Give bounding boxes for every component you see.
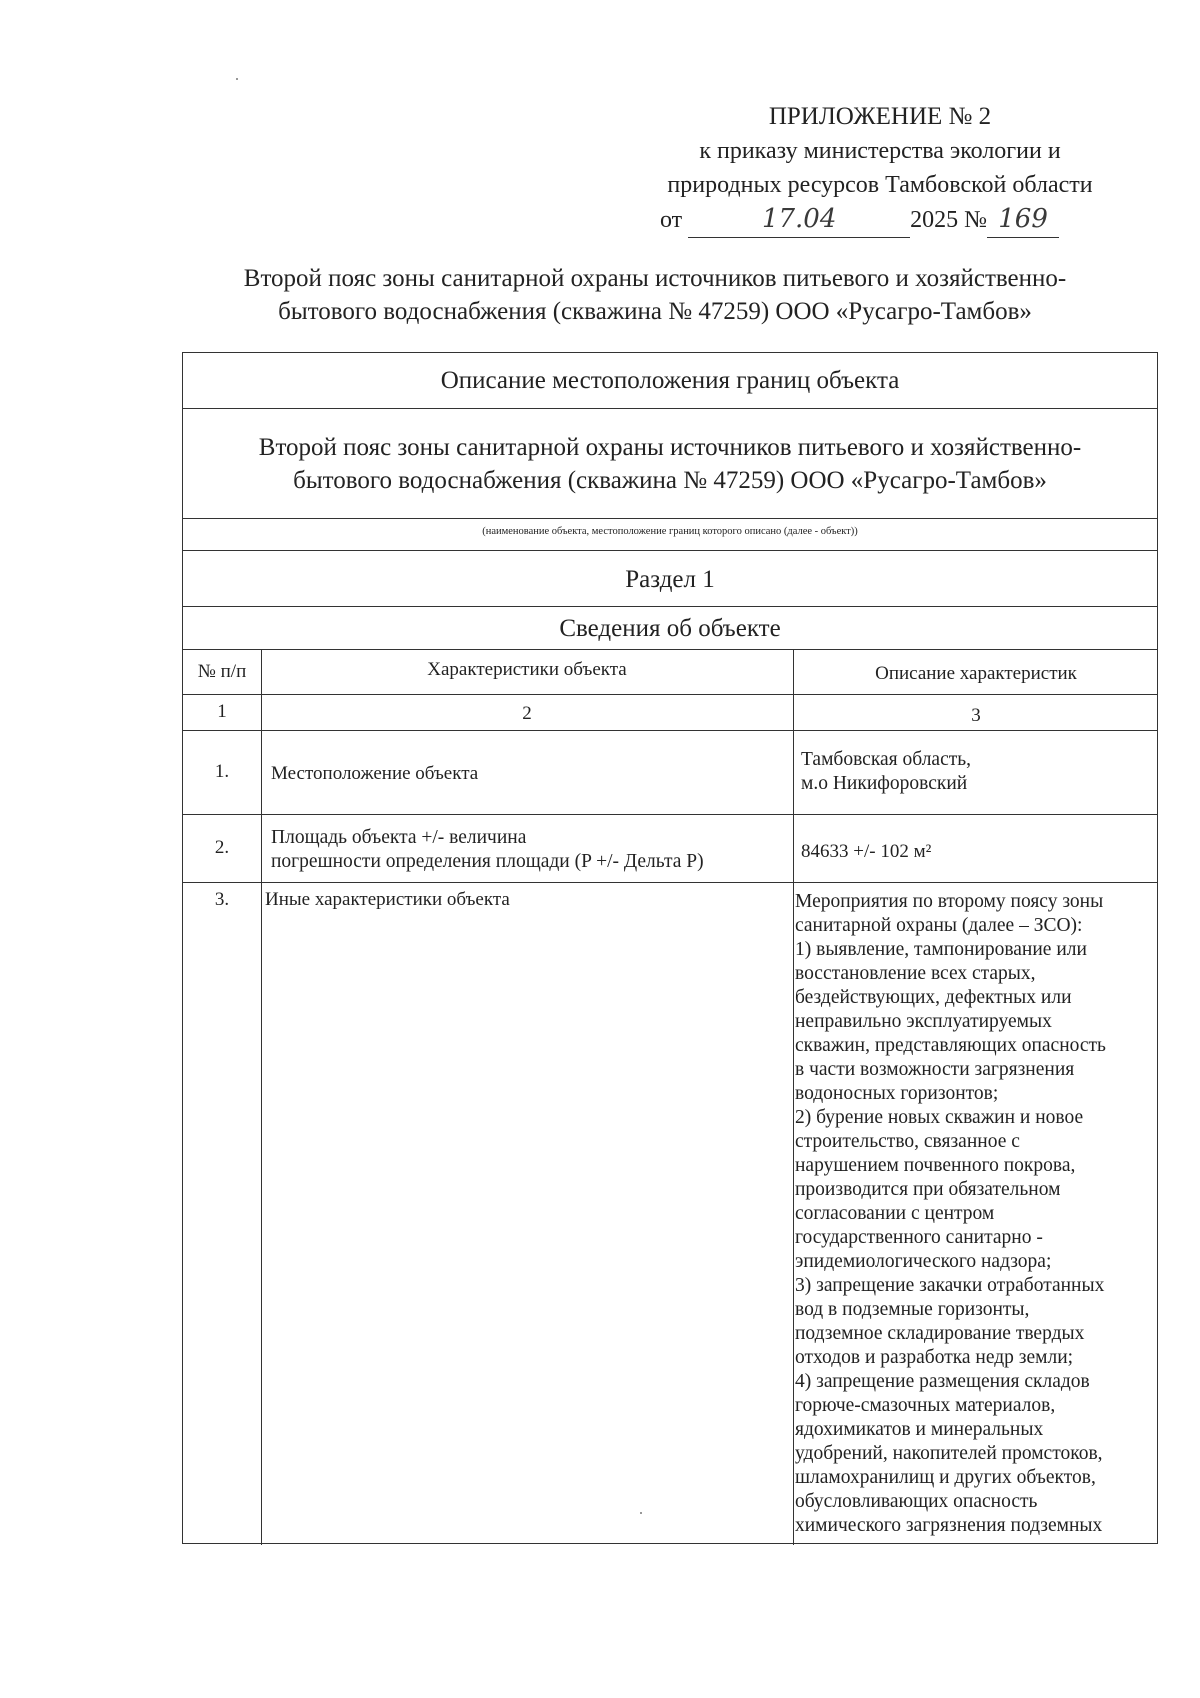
object-note-row (183, 519, 1157, 551)
header-characteristics: Характеристики объекта (427, 659, 627, 680)
object-name-row (183, 409, 1157, 519)
object-name-line-1: Второй пояс зоны санитарной охраны источников питьевого и хозяйственно- (258, 434, 1082, 461)
form-heading: Описание местоположения границ объекта (440, 367, 900, 394)
index-col-2: 2 (522, 703, 532, 724)
date-field (688, 202, 910, 238)
header-description: Описание характеристик (875, 663, 1077, 684)
header-num: № п/п (197, 661, 247, 682)
document-title (160, 262, 1150, 328)
row-3-characteristic: Иные характеристики объекта (265, 889, 510, 910)
object-note: (наименование объекта, местоположение границ которого описано (далее - объект)) (482, 526, 858, 537)
row-1-num: 1. (214, 761, 230, 782)
row-1-characteristic: Местоположение объекта (271, 763, 479, 784)
scan-speck (640, 1512, 642, 1514)
document-title-line-2: бытового водоснабжения (скважина № 47259) ООО «Русагро-Тамбов» (278, 298, 1032, 325)
ministry-line: природных ресурсов Тамбовской области (667, 172, 1093, 198)
section-label: Раздел 1 (625, 566, 715, 593)
row-2-description: 84633 +/- 102 м² (801, 841, 932, 862)
section-row (183, 551, 1157, 607)
appendix-number: ПРИЛОЖЕНИЕ № 2 (768, 103, 992, 130)
section-title: Сведения об объекте (559, 615, 781, 642)
scan-speck (236, 78, 238, 80)
order-reference-line: к приказу министерства экологии и (699, 138, 1061, 164)
row-2-characteristic: Площадь объекта +/- величина погрешности определения площади (P +/- Дельта P) (271, 827, 704, 872)
index-col-3: 3 (971, 705, 981, 726)
form-heading-row (183, 353, 1157, 409)
object-name-line-2: бытового водоснабжения (скважина № 47259) ООО «Русагро-Тамбов» (293, 467, 1047, 494)
object-name (183, 409, 1157, 497)
document-title-line-1: Второй пояс зоны санитарной охраны источников питьевого и хозяйственно- (243, 265, 1067, 292)
order-number-field (987, 202, 1059, 238)
characteristics-table (183, 650, 1157, 1545)
year-number-label: 2025 № (910, 207, 988, 233)
row-2-num: 2. (214, 837, 230, 858)
section-title-row (183, 607, 1157, 650)
handwritten-date: 17.04 (761, 204, 837, 234)
row-3-description: Мероприятия по второму поясу зоны санитарной охраны (далее – ЗСО): 1) выявление, тампонирование или восстановление всех старых, бездействующих, дефектных или неправильно эксплуатируемых скважин, представляющих опасность в части возможности загрязнения водоносных горизонтов; 2) бурение новых скважин и новое строительство, связанное с нарушением почвенного покрова, производится при обязательном согласовании с центром государственного санитарно - эпидемиологического надзора; 3) запрещение закачки отработанных вод в подземные горизонты, подземное складирование твердых отходов и разработка недр земли; 4) запрещение размещения складов горюче-смазочных материалов, ядохимикатов и минеральных удобрений, накопителей промстоков, шламохранилищ и других объектов, обусловливающих опасность химического загрязнения подземных (795, 891, 1106, 1536)
appendix-header (620, 100, 1140, 238)
index-col-1: 1 (217, 701, 227, 722)
from-label: от (660, 207, 683, 233)
row-3-num: 3. (214, 889, 230, 910)
row-1-description: Тамбовская область, м.о Никифоровский (801, 749, 972, 794)
handwritten-number: 169 (998, 204, 1048, 234)
boundary-description-form (182, 352, 1158, 1544)
order-date-number-line (660, 202, 1140, 238)
